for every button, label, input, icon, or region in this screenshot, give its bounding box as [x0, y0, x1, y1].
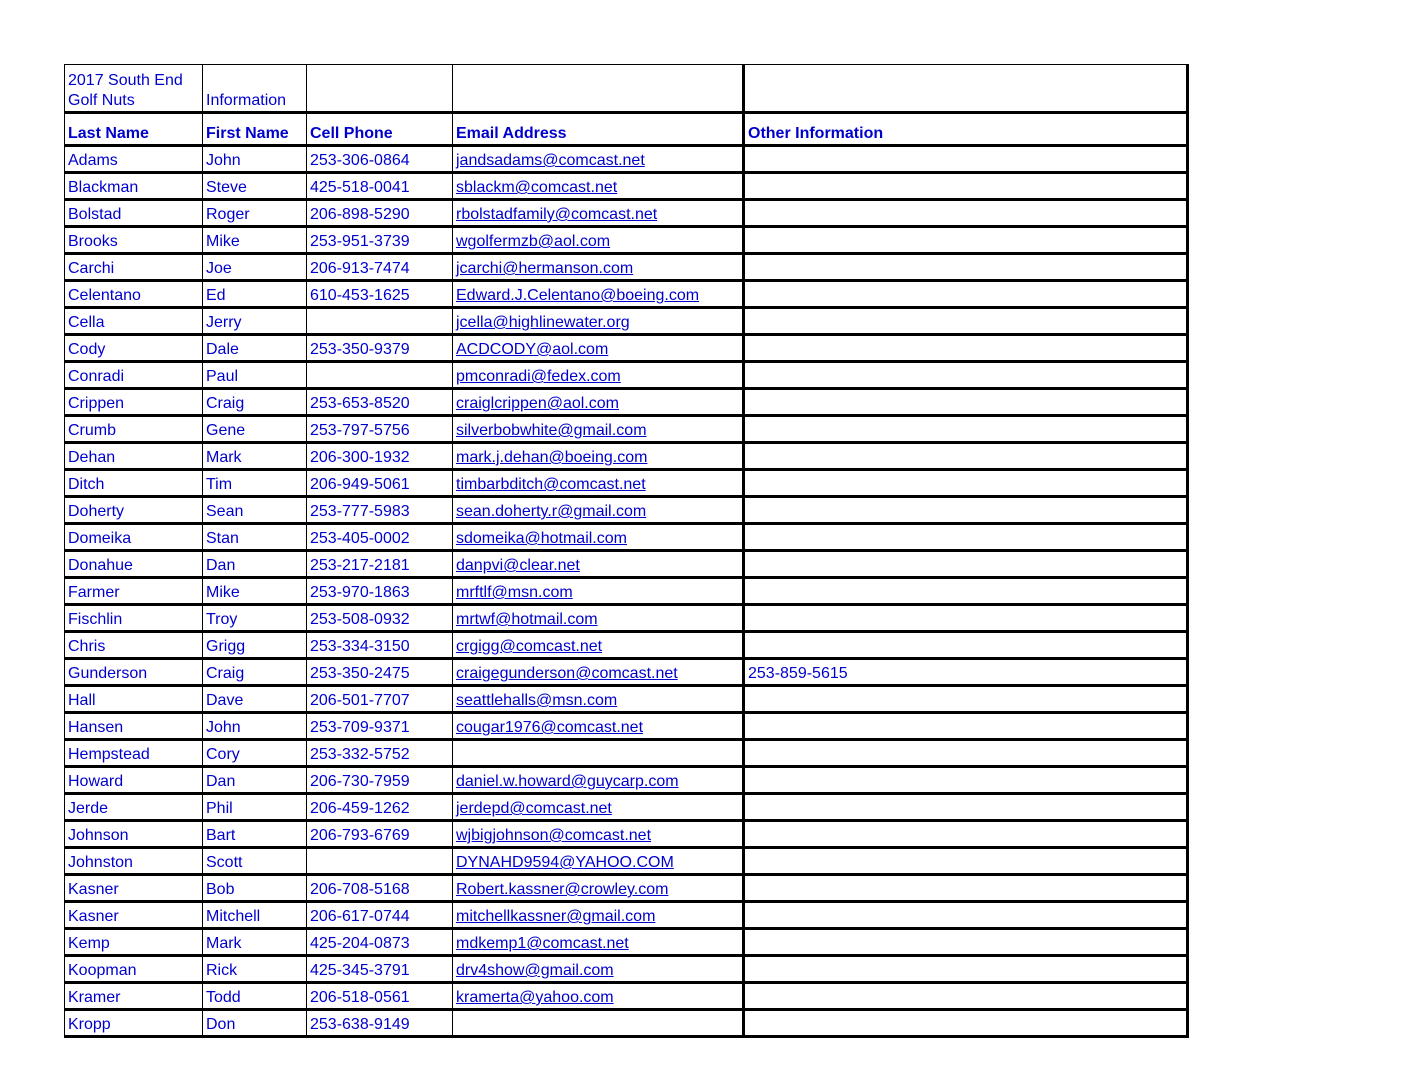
first-name-cell: Mike	[203, 227, 307, 254]
last-name-cell: Kasner	[65, 875, 203, 902]
table-row	[65, 308, 1188, 335]
email-cell	[453, 929, 744, 956]
first-name-cell: Jerry	[203, 308, 307, 335]
header-last-name: Last Name	[65, 113, 203, 146]
last-name-cell: Jerde	[65, 794, 203, 821]
table-row	[65, 983, 1188, 1010]
last-name-cell: Adams	[65, 146, 203, 173]
email-link[interactable]: mitchellkassner@gmail.com	[456, 908, 656, 925]
email-link[interactable]: Edward.J.Celentano@boeing.com	[456, 287, 700, 304]
cell-phone-cell: 206-730-7959	[307, 767, 453, 794]
other-information-cell	[744, 146, 1188, 173]
email-cell	[453, 281, 744, 308]
email-link[interactable]: Robert.kassner@crowley.com	[456, 881, 669, 898]
email-link[interactable]: silverbobwhite@gmail.com	[456, 422, 647, 439]
table-row	[65, 416, 1188, 443]
first-name-cell: Paul	[203, 362, 307, 389]
first-name-cell: John	[203, 713, 307, 740]
first-name-cell: Craig	[203, 389, 307, 416]
last-name-cell: Doherty	[65, 497, 203, 524]
email-link[interactable]: sean.doherty.r@gmail.com	[456, 503, 647, 520]
other-information-cell	[744, 362, 1188, 389]
other-information-cell	[744, 470, 1188, 497]
table-row	[65, 740, 1188, 767]
email-cell	[453, 389, 744, 416]
email-cell	[453, 632, 744, 659]
cell-phone-cell	[307, 362, 453, 389]
email-link[interactable]: daniel.w.howard@guycarp.com	[456, 773, 679, 790]
last-name-cell: Carchi	[65, 254, 203, 281]
email-link[interactable]: sdomeika@hotmail.com	[456, 530, 627, 547]
cell-phone-cell: 253-777-5983	[307, 497, 453, 524]
first-name-cell: Joe	[203, 254, 307, 281]
other-information-cell	[744, 848, 1188, 875]
cell-phone-cell: 206-518-0561	[307, 983, 453, 1010]
header-other-information: Other Information	[744, 113, 1188, 146]
cell-phone-cell	[307, 848, 453, 875]
email-cell	[453, 686, 744, 713]
cell-phone-cell: 206-501-7707	[307, 686, 453, 713]
last-name-cell: Koopman	[65, 956, 203, 983]
email-cell	[453, 443, 744, 470]
other-information-cell	[744, 902, 1188, 929]
last-name-cell: Kropp	[65, 1010, 203, 1037]
table-row	[65, 146, 1188, 173]
other-information-cell	[744, 767, 1188, 794]
table-row	[65, 929, 1188, 956]
first-name-cell: Dan	[203, 551, 307, 578]
email-link[interactable]: crgigg@comcast.net	[456, 638, 603, 655]
table-row	[65, 443, 1188, 470]
other-information-cell	[744, 578, 1188, 605]
other-information-cell	[744, 794, 1188, 821]
sheet-title: 2017 South End Golf Nuts	[65, 65, 203, 113]
table-row	[65, 173, 1188, 200]
first-name-cell: Tim	[203, 470, 307, 497]
cell-phone-cell: 206-708-5168	[307, 875, 453, 902]
table-row	[65, 821, 1188, 848]
table-row	[65, 362, 1188, 389]
cell-phone-cell: 206-459-1262	[307, 794, 453, 821]
last-name-cell: Fischlin	[65, 605, 203, 632]
email-link[interactable]: jerdepd@comcast.net	[456, 800, 612, 817]
email-link[interactable]: pmconradi@fedex.com	[456, 368, 621, 385]
cell-phone-cell: 253-405-0002	[307, 524, 453, 551]
table-row	[65, 524, 1188, 551]
table-row	[65, 551, 1188, 578]
last-name-cell: Dehan	[65, 443, 203, 470]
last-name-cell: Brooks	[65, 227, 203, 254]
last-name-cell: Howard	[65, 767, 203, 794]
cell-phone-cell: 253-350-2475	[307, 659, 453, 686]
header-email-address: Email Address	[453, 113, 744, 146]
other-information-cell	[744, 227, 1188, 254]
email-link[interactable]: mrftlf@msn.com	[456, 584, 573, 601]
last-name-cell: Gunderson	[65, 659, 203, 686]
email-cell	[453, 200, 744, 227]
table-row	[65, 281, 1188, 308]
other-information-cell	[744, 929, 1188, 956]
table-row	[65, 470, 1188, 497]
header-first-name: First Name	[203, 113, 307, 146]
first-name-cell: Troy	[203, 605, 307, 632]
other-information-cell	[744, 713, 1188, 740]
cell-phone-cell: 425-518-0041	[307, 173, 453, 200]
other-information-cell	[744, 983, 1188, 1010]
email-link[interactable]: mdkemp1@comcast.net	[456, 935, 629, 952]
cell-phone-cell: 253-217-2181	[307, 551, 453, 578]
last-name-cell: Crumb	[65, 416, 203, 443]
email-cell	[453, 173, 744, 200]
table-row	[65, 956, 1188, 983]
email-cell	[453, 308, 744, 335]
email-cell	[453, 605, 744, 632]
first-name-cell: Todd	[203, 983, 307, 1010]
first-name-cell: Phil	[203, 794, 307, 821]
first-name-cell: Mitchell	[203, 902, 307, 929]
table-row	[65, 767, 1188, 794]
cell-phone-cell: 206-898-5290	[307, 200, 453, 227]
title-cell-4	[453, 65, 744, 113]
email-link[interactable]: jandsadams@comcast.net	[456, 152, 645, 169]
first-name-cell: Craig	[203, 659, 307, 686]
last-name-cell: Johnson	[65, 821, 203, 848]
first-name-cell: Dale	[203, 335, 307, 362]
cell-phone-cell: 253-709-9371	[307, 713, 453, 740]
cell-phone-cell: 206-913-7474	[307, 254, 453, 281]
other-information-cell	[744, 1010, 1188, 1037]
other-information-cell	[744, 443, 1188, 470]
first-name-cell: Mark	[203, 443, 307, 470]
last-name-cell: Kemp	[65, 929, 203, 956]
cell-phone-cell: 253-508-0932	[307, 605, 453, 632]
table-row	[65, 902, 1188, 929]
other-information-cell	[744, 821, 1188, 848]
other-information-cell	[744, 497, 1188, 524]
email-link[interactable]: sblackm@comcast.net	[456, 179, 618, 196]
email-link[interactable]: jcella@highlinewater.org	[456, 314, 630, 331]
other-information-cell	[744, 200, 1188, 227]
email-link[interactable]: jcarchi@hermanson.com	[456, 260, 634, 277]
other-information-cell	[744, 605, 1188, 632]
email-cell	[453, 227, 744, 254]
email-link[interactable]: drv4show@gmail.com	[456, 962, 614, 979]
last-name-cell: Bolstad	[65, 200, 203, 227]
email-link[interactable]: seattlehalls@msn.com	[456, 692, 618, 709]
title-cell-5	[744, 65, 1188, 113]
cell-phone-cell: 253-306-0864	[307, 146, 453, 173]
first-name-cell: Cory	[203, 740, 307, 767]
other-information-cell	[744, 740, 1188, 767]
first-name-cell: Dave	[203, 686, 307, 713]
other-information-cell	[744, 875, 1188, 902]
table-row	[65, 497, 1188, 524]
last-name-cell: Blackman	[65, 173, 203, 200]
cell-phone-cell: 253-332-5752	[307, 740, 453, 767]
email-link[interactable]: cougar1976@comcast.net	[456, 719, 644, 736]
email-link[interactable]: danpvi@clear.net	[456, 557, 580, 574]
email-cell	[453, 416, 744, 443]
table-row	[65, 605, 1188, 632]
email-cell	[453, 470, 744, 497]
last-name-cell: Kramer	[65, 983, 203, 1010]
last-name-cell: Cella	[65, 308, 203, 335]
first-name-cell: Grigg	[203, 632, 307, 659]
table-row	[65, 389, 1188, 416]
email-cell	[453, 767, 744, 794]
cell-phone-cell: 253-334-3150	[307, 632, 453, 659]
first-name-cell: John	[203, 146, 307, 173]
last-name-cell: Chris	[65, 632, 203, 659]
email-cell	[453, 713, 744, 740]
cell-phone-cell: 206-793-6769	[307, 821, 453, 848]
table-row	[65, 578, 1188, 605]
cell-phone-cell: 253-970-1863	[307, 578, 453, 605]
table-row	[65, 713, 1188, 740]
cell-phone-cell: 206-617-0744	[307, 902, 453, 929]
email-cell	[453, 821, 744, 848]
table-row	[65, 335, 1188, 362]
first-name-cell: Rick	[203, 956, 307, 983]
email-cell	[453, 497, 744, 524]
table-row	[65, 254, 1188, 281]
last-name-cell: Kasner	[65, 902, 203, 929]
other-information-cell	[744, 254, 1188, 281]
first-name-cell: Ed	[203, 281, 307, 308]
table-row	[65, 227, 1188, 254]
table-row	[65, 659, 1188, 686]
first-name-cell: Scott	[203, 848, 307, 875]
email-cell	[453, 956, 744, 983]
other-information-cell	[744, 686, 1188, 713]
other-information-cell	[744, 308, 1188, 335]
last-name-cell: Donahue	[65, 551, 203, 578]
first-name-cell: Roger	[203, 200, 307, 227]
email-link[interactable]: wgolfermzb@aol.com	[456, 233, 611, 250]
other-information-cell	[744, 524, 1188, 551]
title-cell-3	[307, 65, 453, 113]
other-information-cell	[744, 956, 1188, 983]
cell-phone-cell: 425-204-0873	[307, 929, 453, 956]
cell-phone-cell: 206-300-1932	[307, 443, 453, 470]
last-name-cell: Hempstead	[65, 740, 203, 767]
email-link[interactable]: kramerta@yahoo.com	[456, 989, 614, 1006]
email-cell	[453, 578, 744, 605]
table-row	[65, 632, 1188, 659]
table-row	[65, 875, 1188, 902]
other-information-cell	[744, 335, 1188, 362]
email-cell	[453, 146, 744, 173]
email-link[interactable]: ACDCODY@aol.com	[456, 341, 609, 358]
table-row	[65, 686, 1188, 713]
first-name-cell: Mike	[203, 578, 307, 605]
last-name-cell: Farmer	[65, 578, 203, 605]
email-cell	[453, 983, 744, 1010]
email-cell	[453, 254, 744, 281]
last-name-cell: Hansen	[65, 713, 203, 740]
cell-phone-cell: 253-638-9149	[307, 1010, 453, 1037]
golf-roster-table	[64, 64, 1189, 1038]
email-cell	[453, 1010, 744, 1037]
other-information-cell	[744, 389, 1188, 416]
email-link[interactable]: DYNAHD9594@YAHOO.COM	[456, 854, 674, 871]
email-cell	[453, 902, 744, 929]
last-name-cell: Ditch	[65, 470, 203, 497]
email-cell	[453, 794, 744, 821]
email-link[interactable]: rbolstadfamily@comcast.net	[456, 206, 658, 223]
first-name-cell: Mark	[203, 929, 307, 956]
table-row	[65, 200, 1188, 227]
email-link[interactable]: mark.j.dehan@boeing.com	[456, 449, 648, 466]
email-cell	[453, 740, 744, 767]
last-name-cell: Hall	[65, 686, 203, 713]
header-cell-phone: Cell Phone	[307, 113, 453, 146]
first-name-cell: Don	[203, 1010, 307, 1037]
email-cell	[453, 524, 744, 551]
first-name-cell: Sean	[203, 497, 307, 524]
first-name-cell: Bart	[203, 821, 307, 848]
email-link[interactable]: craigegunderson@comcast.net	[456, 665, 678, 682]
table-row	[65, 848, 1188, 875]
cell-phone-cell: 206-949-5061	[307, 470, 453, 497]
first-name-cell: Gene	[203, 416, 307, 443]
other-information-cell	[744, 551, 1188, 578]
last-name-cell: Cody	[65, 335, 203, 362]
email-link[interactable]: wjbigjohnson@comcast.net	[456, 827, 652, 844]
first-name-cell: Steve	[203, 173, 307, 200]
other-information-cell: 253-859-5615	[744, 659, 1188, 686]
title-row	[65, 65, 1188, 113]
email-cell	[453, 659, 744, 686]
other-information-cell	[744, 281, 1188, 308]
other-information-cell	[744, 416, 1188, 443]
first-name-cell: Dan	[203, 767, 307, 794]
cell-phone-cell: 253-797-5756	[307, 416, 453, 443]
email-cell	[453, 551, 744, 578]
title-information: Information	[203, 65, 307, 113]
last-name-cell: Crippen	[65, 389, 203, 416]
last-name-cell: Conradi	[65, 362, 203, 389]
first-name-cell: Stan	[203, 524, 307, 551]
email-cell	[453, 875, 744, 902]
email-cell	[453, 335, 744, 362]
email-link[interactable]: timbarbditch@comcast.net	[456, 476, 646, 493]
header-row	[65, 113, 1188, 146]
other-information-cell	[744, 173, 1188, 200]
email-link[interactable]: mrtwf@hotmail.com	[456, 611, 598, 628]
last-name-cell: Celentano	[65, 281, 203, 308]
email-cell	[453, 362, 744, 389]
cell-phone-cell	[307, 308, 453, 335]
first-name-cell: Bob	[203, 875, 307, 902]
cell-phone-cell: 610-453-1625	[307, 281, 453, 308]
table-row	[65, 1010, 1188, 1037]
cell-phone-cell: 253-951-3739	[307, 227, 453, 254]
last-name-cell: Domeika	[65, 524, 203, 551]
last-name-cell: Johnston	[65, 848, 203, 875]
other-information-cell	[744, 632, 1188, 659]
cell-phone-cell: 425-345-3791	[307, 956, 453, 983]
table-row	[65, 794, 1188, 821]
cell-phone-cell: 253-653-8520	[307, 389, 453, 416]
email-cell	[453, 848, 744, 875]
cell-phone-cell: 253-350-9379	[307, 335, 453, 362]
email-link[interactable]: craiglcrippen@aol.com	[456, 395, 619, 412]
